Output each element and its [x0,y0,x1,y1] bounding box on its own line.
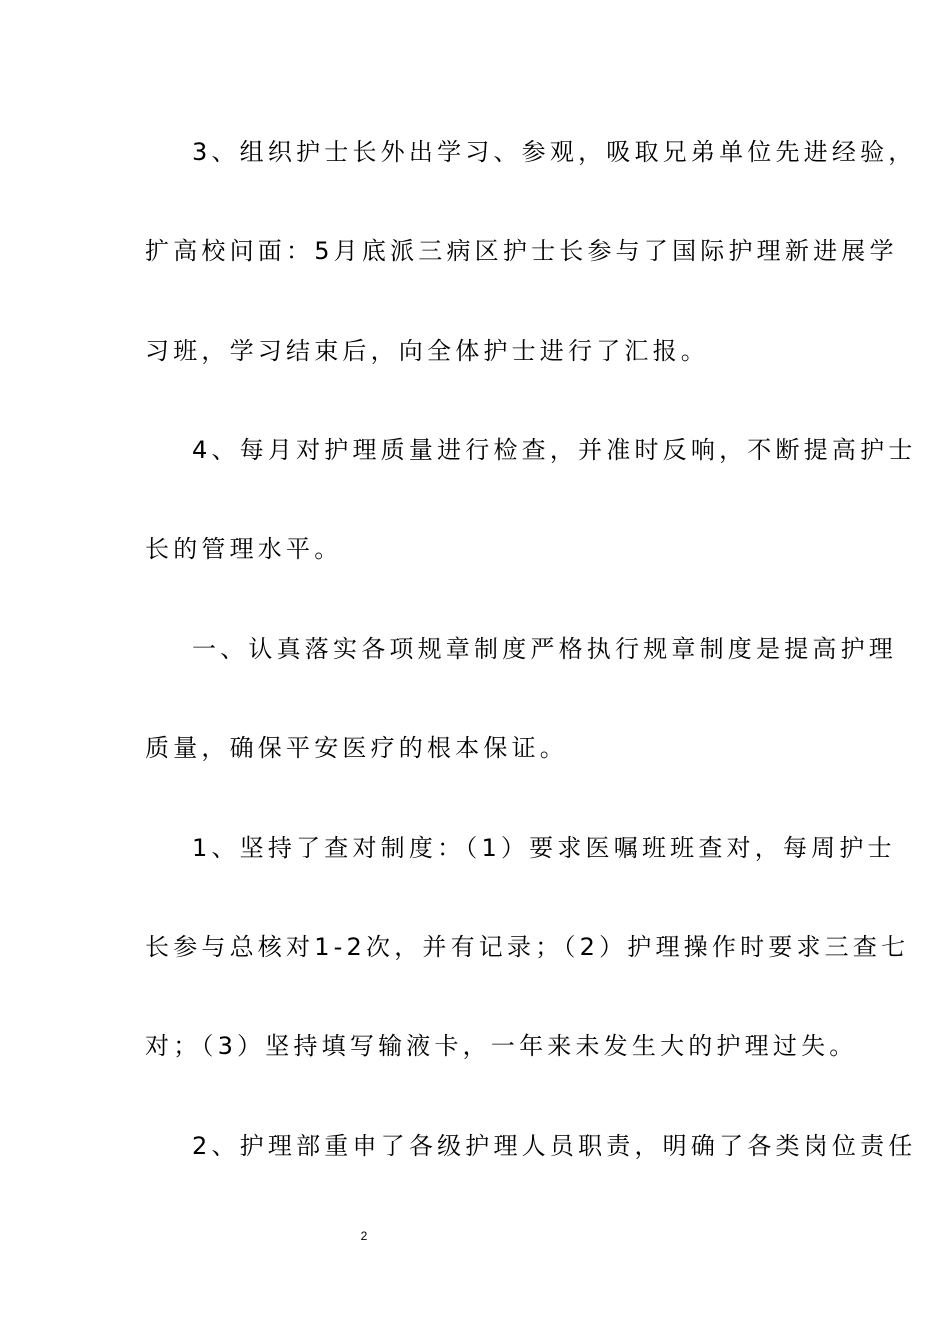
section-heading-line: 一、认真落实各项规章制度严格执行规章制度是提高护理 [192,635,897,663]
paragraph-line: 3、组织护士长外出学习、参观，吸取兄弟单位先进经验， [192,138,917,166]
paragraph-line: 2、护理部重申了各级护理人员职责，明确了各类岗位责任 [192,1132,917,1160]
paragraph-line: 质量，确保平安医疗的根本保证。 [145,734,568,762]
paragraph-line: 长参与总核对1-2次，并有记录；（2）护理操作时要求三查七 [145,933,910,961]
paragraph-line: 4、每月对护理质量进行检查，并准时反响，不断提高护士 [192,436,917,464]
paragraph-line: 长的管理水平。 [145,535,343,563]
paragraph-line: 习班，学习结束后，向全体护士进行了汇报。 [145,337,709,365]
page-number: 2 [360,1229,368,1243]
paragraph-line: 对；（3）坚持填写输液卡，一年来未发生大的护理过失。 [145,1032,858,1060]
paragraph-line: 扩高校问面：5月底派三病区护士长参与了国际护理新进展学 [145,237,898,265]
paragraph-line: 1、坚持了查对制度：（1）要求医嘱班班查对，每周护士 [192,834,896,862]
